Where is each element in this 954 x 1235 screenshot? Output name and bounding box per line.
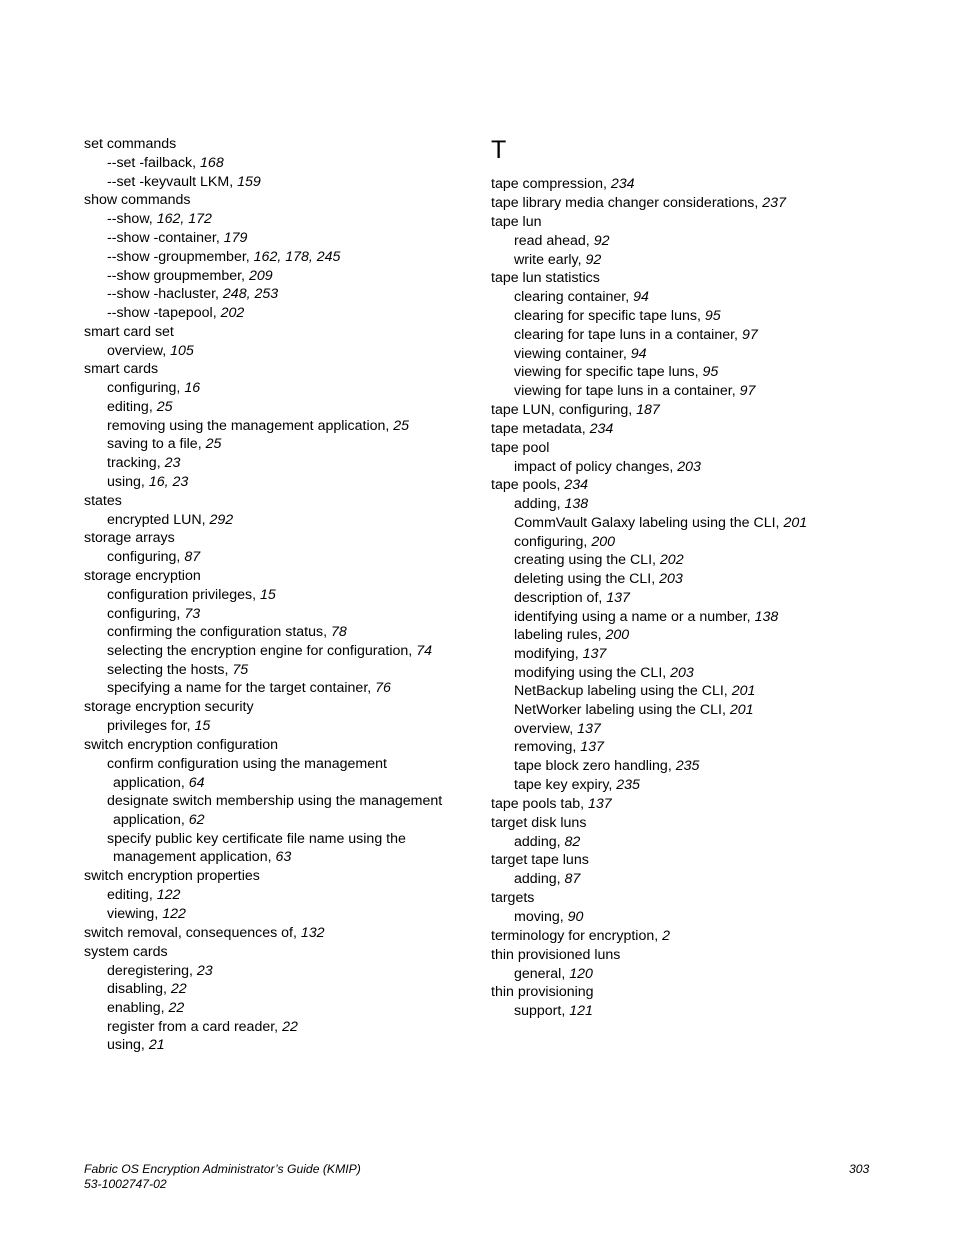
page-reference: 209 bbox=[248, 267, 273, 284]
index-entry bbox=[491, 851, 891, 889]
page-reference: 97 bbox=[741, 326, 758, 343]
page-reference: 16 bbox=[184, 380, 201, 397]
page-reference: 234 bbox=[564, 477, 589, 494]
page-reference: 73 bbox=[184, 605, 201, 622]
index-entry bbox=[491, 983, 891, 1021]
index-term bbox=[84, 135, 474, 154]
subentry-label: privileges for bbox=[107, 718, 187, 735]
page-reference: 122 bbox=[156, 887, 181, 904]
index-term-label: smart cards bbox=[84, 361, 159, 378]
subentry-label: editing bbox=[107, 887, 149, 904]
index-entry bbox=[491, 476, 891, 794]
index-entry bbox=[491, 401, 891, 420]
index-subentry: enabling, 22 bbox=[107, 999, 185, 1016]
subentry-continuation-label: management application bbox=[113, 849, 268, 866]
page-reference: 187 bbox=[636, 401, 660, 418]
index-entry bbox=[84, 135, 474, 191]
subentry-label: overview bbox=[107, 342, 163, 359]
index-subentry bbox=[84, 830, 474, 867]
index-subentry: impact of policy changes, 203 bbox=[514, 458, 701, 475]
subentry-label: clearing for tape luns in a container bbox=[514, 326, 735, 343]
index-term bbox=[84, 492, 474, 511]
subentry-label: tracking bbox=[107, 455, 157, 472]
page-reference: 105 bbox=[170, 342, 194, 359]
subentry-label: moving bbox=[514, 908, 560, 925]
subentry-continuation-label: application bbox=[113, 774, 181, 791]
page-reference: 94 bbox=[633, 289, 649, 306]
index-term bbox=[491, 269, 891, 288]
page-reference: 16, 23 bbox=[148, 473, 189, 490]
index-entry bbox=[491, 194, 891, 213]
page-reference: 95 bbox=[704, 308, 721, 325]
page-reference: 22 bbox=[170, 981, 187, 998]
subentry-label: selecting the encryption engine for configuration bbox=[107, 643, 409, 660]
subentry-label: configuration privileges bbox=[107, 586, 253, 603]
index-subentry: tracking, 23 bbox=[107, 455, 181, 472]
index-term-label: smart card set bbox=[84, 323, 174, 340]
index-term-label: tape compression bbox=[491, 176, 603, 192]
subentry-label: specifying a name for the target container bbox=[107, 680, 368, 697]
subentry-label: general bbox=[514, 965, 562, 982]
index-subentry: using, 16, 23 bbox=[107, 473, 189, 490]
index-subentry: removing, 137 bbox=[514, 739, 604, 756]
index-term-label: tape pools tab bbox=[491, 795, 581, 812]
index-subentry: adding, 138 bbox=[514, 496, 589, 513]
page-reference: 235 bbox=[616, 776, 640, 793]
index-term bbox=[84, 191, 474, 210]
index-term bbox=[84, 867, 474, 886]
subentry-label: support bbox=[514, 1003, 562, 1020]
subentry-label: removing bbox=[514, 739, 573, 756]
index-term-label: tape lun statistics bbox=[491, 270, 600, 287]
page-reference: 201 bbox=[731, 683, 756, 700]
index-subentry: general, 120 bbox=[514, 965, 593, 982]
index-term-label: switch removal, consequences of bbox=[84, 924, 293, 941]
index-subentry: disabling, 22 bbox=[107, 981, 187, 998]
subentry-label: --show -tapepool bbox=[107, 304, 213, 321]
index-subentry: write early, 92 bbox=[514, 251, 602, 268]
index-entry bbox=[491, 175, 891, 194]
index-subentry: tape block zero handling, 235 bbox=[514, 758, 700, 775]
subentry-label: saving to a file bbox=[107, 436, 198, 453]
index-column-right bbox=[491, 135, 891, 1021]
subentry-continuation: application, 62 bbox=[113, 811, 205, 828]
subentry-label: specify public key certificate file name using the bbox=[107, 830, 406, 847]
page-reference: 2 bbox=[662, 927, 671, 944]
index-subentry: editing, 25 bbox=[107, 399, 173, 416]
page-reference: 203 bbox=[677, 458, 701, 475]
index-term bbox=[84, 567, 474, 586]
page-reference: 162, 178, 245 bbox=[253, 248, 341, 265]
index-subentry: support, 121 bbox=[514, 1003, 593, 1020]
page-reference: 138 bbox=[564, 496, 589, 513]
index-term: switch removal, consequences of, 132 bbox=[84, 924, 325, 941]
page-reference: 179 bbox=[223, 230, 248, 247]
index-entry bbox=[491, 814, 891, 852]
index-term-label: switch encryption configuration bbox=[84, 736, 278, 753]
index-term-label: set commands bbox=[84, 136, 177, 152]
subentry-label: using bbox=[107, 1037, 141, 1054]
page-reference: 23 bbox=[164, 455, 181, 472]
index-term-label: terminology for encryption bbox=[491, 927, 655, 944]
subentry-continuation: management application, 63 bbox=[113, 849, 292, 866]
index-subentry: removing using the management application, 25 bbox=[107, 417, 410, 434]
index-subentry: configuring, 200 bbox=[514, 533, 615, 550]
page-reference: 203 bbox=[659, 571, 683, 588]
page-reference: 203 bbox=[670, 664, 694, 681]
page-reference: 87 bbox=[564, 871, 581, 888]
index-term: tape library media changer considerations, 237 bbox=[491, 195, 786, 211]
page-reference: 201 bbox=[729, 702, 754, 719]
index-subentry bbox=[84, 792, 474, 829]
index-term bbox=[84, 698, 474, 717]
index-subentry: tape key expiry, 235 bbox=[514, 776, 640, 793]
footer-doc-number: 53-1002747-02 bbox=[84, 1177, 167, 1191]
index-column-left bbox=[84, 135, 474, 1055]
subentry-label: clearing for specific tape luns bbox=[514, 308, 697, 325]
page-reference: 138 bbox=[754, 608, 779, 625]
page-reference: 82 bbox=[564, 833, 581, 850]
index-subentry: modifying using the CLI, 203 bbox=[514, 664, 694, 681]
index-term bbox=[491, 983, 891, 1002]
index-subentry: --show -tapepool, 202 bbox=[107, 304, 245, 321]
index-subentry: --show -hacluster, 248, 253 bbox=[107, 286, 279, 303]
index-entry bbox=[84, 924, 474, 943]
subentry-label: configuring bbox=[107, 605, 177, 622]
index-entry bbox=[84, 191, 474, 322]
subentry-label: adding bbox=[514, 833, 557, 850]
index-term-label: thin provisioning bbox=[491, 984, 594, 1001]
index-subentry: clearing container, 94 bbox=[514, 289, 649, 306]
subentry-label: write early bbox=[514, 251, 578, 268]
index-entry bbox=[491, 269, 891, 400]
page-reference: 137 bbox=[606, 589, 630, 606]
index-subentry: --show -groupmember, 162, 178, 245 bbox=[107, 248, 341, 265]
index-subentry: overview, 137 bbox=[514, 720, 601, 737]
page-reference: 75 bbox=[232, 661, 249, 678]
page-reference: 132 bbox=[300, 924, 325, 941]
index-entry bbox=[84, 567, 474, 698]
index-subentry: viewing for tape luns in a container, 97 bbox=[514, 382, 756, 399]
subentry-label: configuring bbox=[107, 380, 177, 397]
index-term-label: storage encryption security bbox=[84, 699, 254, 716]
subentry-label: deregistering bbox=[107, 962, 190, 979]
index-subentry: NetBackup labeling using the CLI, 201 bbox=[514, 683, 756, 700]
index-subentry: adding, 87 bbox=[514, 871, 581, 888]
index-entry bbox=[84, 867, 474, 923]
index-term bbox=[84, 736, 474, 755]
subentry-label: NetWorker labeling using the CLI bbox=[514, 702, 722, 719]
index-subentry: CommVault Galaxy labeling using the CLI, 201 bbox=[514, 515, 808, 532]
subentry-continuation: application, 64 bbox=[113, 774, 205, 791]
index-subentry: saving to a file, 25 bbox=[107, 436, 222, 453]
index-subentry: using, 21 bbox=[107, 1037, 165, 1054]
page-reference: 292 bbox=[209, 511, 234, 528]
index-term-label: tape metadata bbox=[491, 420, 582, 437]
page-reference: 92 bbox=[593, 233, 610, 249]
page-reference: 162, 172 bbox=[156, 211, 212, 228]
index-subentry: creating using the CLI, 202 bbox=[514, 552, 684, 569]
index-entries-right bbox=[491, 175, 891, 1021]
index-subentry: adding, 82 bbox=[514, 833, 581, 850]
page-reference: 237 bbox=[762, 195, 786, 211]
page-reference: 97 bbox=[739, 382, 756, 399]
index-subentry: modifying, 137 bbox=[514, 645, 607, 662]
index-subentry: confirming the configuration status, 78 bbox=[107, 624, 347, 641]
index-subentry: read ahead, 92 bbox=[514, 233, 610, 249]
index-subentry: specifying a name for the target container, 76 bbox=[107, 680, 391, 697]
index-term-label: tape pools bbox=[491, 477, 557, 494]
page-reference: 137 bbox=[582, 645, 607, 662]
index-term bbox=[491, 439, 891, 458]
index-entry bbox=[84, 529, 474, 567]
page-reference: 87 bbox=[184, 549, 201, 566]
index-term: terminology for encryption, 2 bbox=[491, 927, 671, 944]
page-footer bbox=[84, 1162, 361, 1192]
index-term bbox=[84, 529, 474, 548]
subentry-label: configuring bbox=[107, 549, 177, 566]
page-reference: 76 bbox=[375, 680, 391, 697]
index-term bbox=[84, 360, 474, 379]
index-term: tape compression, 234 bbox=[491, 176, 635, 192]
subentry-label: creating using the CLI bbox=[514, 552, 653, 569]
subentry-label: tape key expiry bbox=[514, 776, 609, 793]
index-subentry: labeling rules, 200 bbox=[514, 627, 630, 644]
subentry-label: description of bbox=[514, 589, 599, 606]
subentry-label: --show -groupmember bbox=[107, 248, 246, 265]
index-entry bbox=[84, 943, 474, 1056]
subentry-label: confirm configuration using the management bbox=[107, 755, 387, 772]
index-subentry: configuring, 87 bbox=[107, 549, 201, 566]
index-subentry: deregistering, 23 bbox=[107, 962, 213, 979]
index-subentry: selecting the encryption engine for configuration, 74 bbox=[107, 643, 432, 660]
index-entry bbox=[491, 213, 891, 269]
index-subentry: configuring, 73 bbox=[107, 605, 201, 622]
page-reference: 122 bbox=[162, 905, 186, 922]
subentry-label: viewing bbox=[107, 905, 155, 922]
subentry-label: viewing container bbox=[514, 345, 623, 362]
subentry-label: configuring bbox=[514, 533, 584, 550]
index-subentry: deleting using the CLI, 203 bbox=[514, 571, 683, 588]
page-reference: 64 bbox=[188, 774, 205, 791]
index-term-label: target tape luns bbox=[491, 852, 589, 869]
page-reference: 94 bbox=[630, 345, 647, 362]
index-term bbox=[491, 814, 891, 833]
subentry-label: --set -keyvault LKM bbox=[107, 173, 230, 190]
page-reference: 63 bbox=[275, 849, 292, 866]
index-term: tape pools, 234 bbox=[491, 477, 589, 494]
page-reference: 200 bbox=[605, 627, 630, 644]
subentry-label: identifying using a name or a number bbox=[514, 608, 747, 625]
subentry-label: modifying using the CLI bbox=[514, 664, 663, 681]
index-subentry: encrypted LUN, 292 bbox=[107, 511, 234, 528]
index-subentry: clearing for specific tape luns, 95 bbox=[514, 308, 721, 325]
index-term: tape metadata, 234 bbox=[491, 420, 614, 437]
index-subentry: moving, 90 bbox=[514, 908, 584, 925]
subentry-label: designate switch membership using the management bbox=[107, 793, 443, 810]
subentry-label: overview bbox=[514, 720, 570, 737]
index-entry bbox=[491, 439, 891, 477]
subentry-label: editing bbox=[107, 399, 149, 416]
page-reference: 74 bbox=[416, 643, 432, 660]
page-reference: 200 bbox=[591, 533, 615, 550]
index-term-label: states bbox=[84, 492, 122, 509]
subentry-label: adding bbox=[514, 871, 557, 888]
subentry-label: --set -failback bbox=[107, 155, 193, 171]
index-subentry: selecting the hosts, 75 bbox=[107, 661, 249, 678]
subentry-label: NetBackup labeling using the CLI bbox=[514, 683, 724, 700]
subentry-label: read ahead bbox=[514, 233, 586, 249]
index-entry bbox=[491, 889, 891, 927]
page-reference: 25 bbox=[205, 436, 222, 453]
page-reference: 15 bbox=[260, 586, 276, 603]
index-entry bbox=[491, 795, 891, 814]
page-reference: 137 bbox=[577, 720, 601, 737]
index-subentry: register from a card reader, 22 bbox=[107, 1018, 298, 1035]
index-term: tape LUN, configuring, 187 bbox=[491, 401, 660, 418]
index-term bbox=[491, 213, 891, 232]
subentry-continuation-label: application bbox=[113, 811, 181, 828]
index-term bbox=[84, 943, 474, 962]
index-subentry: editing, 122 bbox=[107, 887, 181, 904]
subentry-label: deleting using the CLI bbox=[514, 571, 652, 588]
footer-page-number: 303 bbox=[849, 1162, 870, 1176]
page-reference: 25 bbox=[393, 417, 410, 434]
page-reference: 78 bbox=[330, 624, 347, 641]
page-reference: 248, 253 bbox=[222, 286, 279, 303]
subentry-label: clearing container bbox=[514, 289, 626, 306]
index-term bbox=[491, 851, 891, 870]
index-term-label: tape LUN, configuring bbox=[491, 401, 629, 418]
page-reference: 15 bbox=[194, 718, 211, 735]
page-reference: 21 bbox=[148, 1037, 165, 1054]
page-reference: 22 bbox=[282, 1018, 298, 1035]
page-reference: 120 bbox=[569, 965, 593, 982]
index-subentry: NetWorker labeling using the CLI, 201 bbox=[514, 702, 754, 719]
index-entry bbox=[491, 927, 891, 946]
subentry-label: selecting the hosts bbox=[107, 661, 225, 678]
index-entry bbox=[84, 323, 474, 361]
index-subentry: viewing container, 94 bbox=[514, 345, 647, 362]
subentry-label: disabling bbox=[107, 981, 164, 998]
subentry-label: adding bbox=[514, 496, 557, 513]
page-reference: 234 bbox=[589, 420, 614, 437]
index-term-label: tape pool bbox=[491, 439, 550, 456]
index-subentry: configuring, 16 bbox=[107, 380, 201, 397]
page-reference: 137 bbox=[580, 739, 604, 756]
index-subentry: configuration privileges, 15 bbox=[107, 586, 276, 603]
subentry-label: CommVault Galaxy labeling using the CLI bbox=[514, 515, 776, 532]
index-term: tape pools tab, 137 bbox=[491, 795, 612, 812]
page-reference: 62 bbox=[188, 811, 205, 828]
page-reference: 202 bbox=[659, 552, 684, 569]
index-term-label: thin provisioned luns bbox=[491, 946, 621, 963]
page-reference: 23 bbox=[196, 962, 213, 979]
page-reference: 201 bbox=[783, 515, 808, 532]
index-term-label: tape lun bbox=[491, 214, 542, 230]
page-reference: 234 bbox=[610, 176, 635, 192]
subentry-label: impact of policy changes bbox=[514, 458, 670, 475]
index-term-label: show commands bbox=[84, 192, 191, 209]
subentry-label: tape block zero handling bbox=[514, 758, 668, 775]
subentry-label: --show -container bbox=[107, 230, 216, 247]
index-subentry: clearing for tape luns in a container, 97 bbox=[514, 326, 758, 343]
index-term bbox=[491, 946, 891, 965]
index-subentry: --show, 162, 172 bbox=[107, 211, 212, 228]
index-entry bbox=[84, 492, 474, 530]
index-subentry: identifying using a name or a number, 138 bbox=[514, 608, 779, 625]
page-reference: 22 bbox=[168, 999, 185, 1016]
index-term-label: storage arrays bbox=[84, 530, 175, 547]
page-reference: 137 bbox=[588, 795, 612, 812]
index-term-label: switch encryption properties bbox=[84, 868, 260, 885]
subentry-label: --show bbox=[107, 211, 149, 228]
index-subentry: overview, 105 bbox=[107, 342, 194, 359]
page-reference: 159 bbox=[237, 173, 261, 190]
index-term bbox=[84, 323, 474, 342]
subentry-label: --show groupmember bbox=[107, 267, 242, 284]
index-letter-heading: T bbox=[491, 136, 507, 164]
page-reference: 168 bbox=[200, 155, 224, 171]
subentry-label: --show -hacluster bbox=[107, 286, 216, 303]
index-term-label: storage encryption bbox=[84, 567, 201, 584]
index-subentry bbox=[84, 755, 474, 792]
index-subentry: --set -failback, 168 bbox=[107, 155, 224, 171]
subentry-label: removing using the management application bbox=[107, 417, 386, 434]
page-reference: 25 bbox=[156, 399, 173, 416]
index-entry bbox=[491, 946, 891, 984]
subentry-label: using bbox=[107, 473, 141, 490]
footer-book-title: Fabric OS Encryption Administrator’s Guide (KMIP) bbox=[84, 1162, 361, 1176]
index-subentry: --show -container, 179 bbox=[107, 230, 248, 247]
index-term-label: target disk luns bbox=[491, 814, 587, 831]
index-subentry: privileges for, 15 bbox=[107, 718, 211, 735]
subentry-label: encrypted LUN bbox=[107, 511, 202, 528]
page-reference: 92 bbox=[585, 251, 602, 268]
index-subentry: viewing for specific tape luns, 95 bbox=[514, 364, 719, 381]
index-term-label: system cards bbox=[84, 943, 168, 960]
page-reference: 202 bbox=[220, 304, 245, 321]
page-reference: 95 bbox=[702, 364, 719, 381]
index-entry bbox=[84, 360, 474, 491]
index-subentry: --show groupmember, 209 bbox=[107, 267, 273, 284]
subentry-label: viewing for specific tape luns bbox=[514, 364, 695, 381]
subentry-label: enabling bbox=[107, 999, 161, 1016]
index-term bbox=[491, 889, 891, 908]
subentry-label: labeling rules bbox=[514, 627, 598, 644]
page-reference: 235 bbox=[675, 758, 700, 775]
index-entry bbox=[491, 420, 891, 439]
subentry-label: register from a card reader bbox=[107, 1018, 275, 1035]
subentry-label: modifying bbox=[514, 645, 575, 662]
page-reference: 90 bbox=[567, 908, 584, 925]
index-subentry: description of, 137 bbox=[514, 589, 630, 606]
index-entry bbox=[84, 736, 474, 867]
index-subentry: --set -keyvault LKM, 159 bbox=[107, 173, 261, 190]
index-subentry: viewing, 122 bbox=[107, 905, 186, 922]
index-entry bbox=[84, 698, 474, 736]
page-reference: 121 bbox=[569, 1003, 593, 1020]
subentry-label: viewing for tape luns in a container bbox=[514, 382, 732, 399]
index-term-label: targets bbox=[491, 889, 535, 906]
subentry-label: confirming the configuration status bbox=[107, 624, 324, 641]
index-term-label: tape library media changer considerations bbox=[491, 195, 755, 211]
